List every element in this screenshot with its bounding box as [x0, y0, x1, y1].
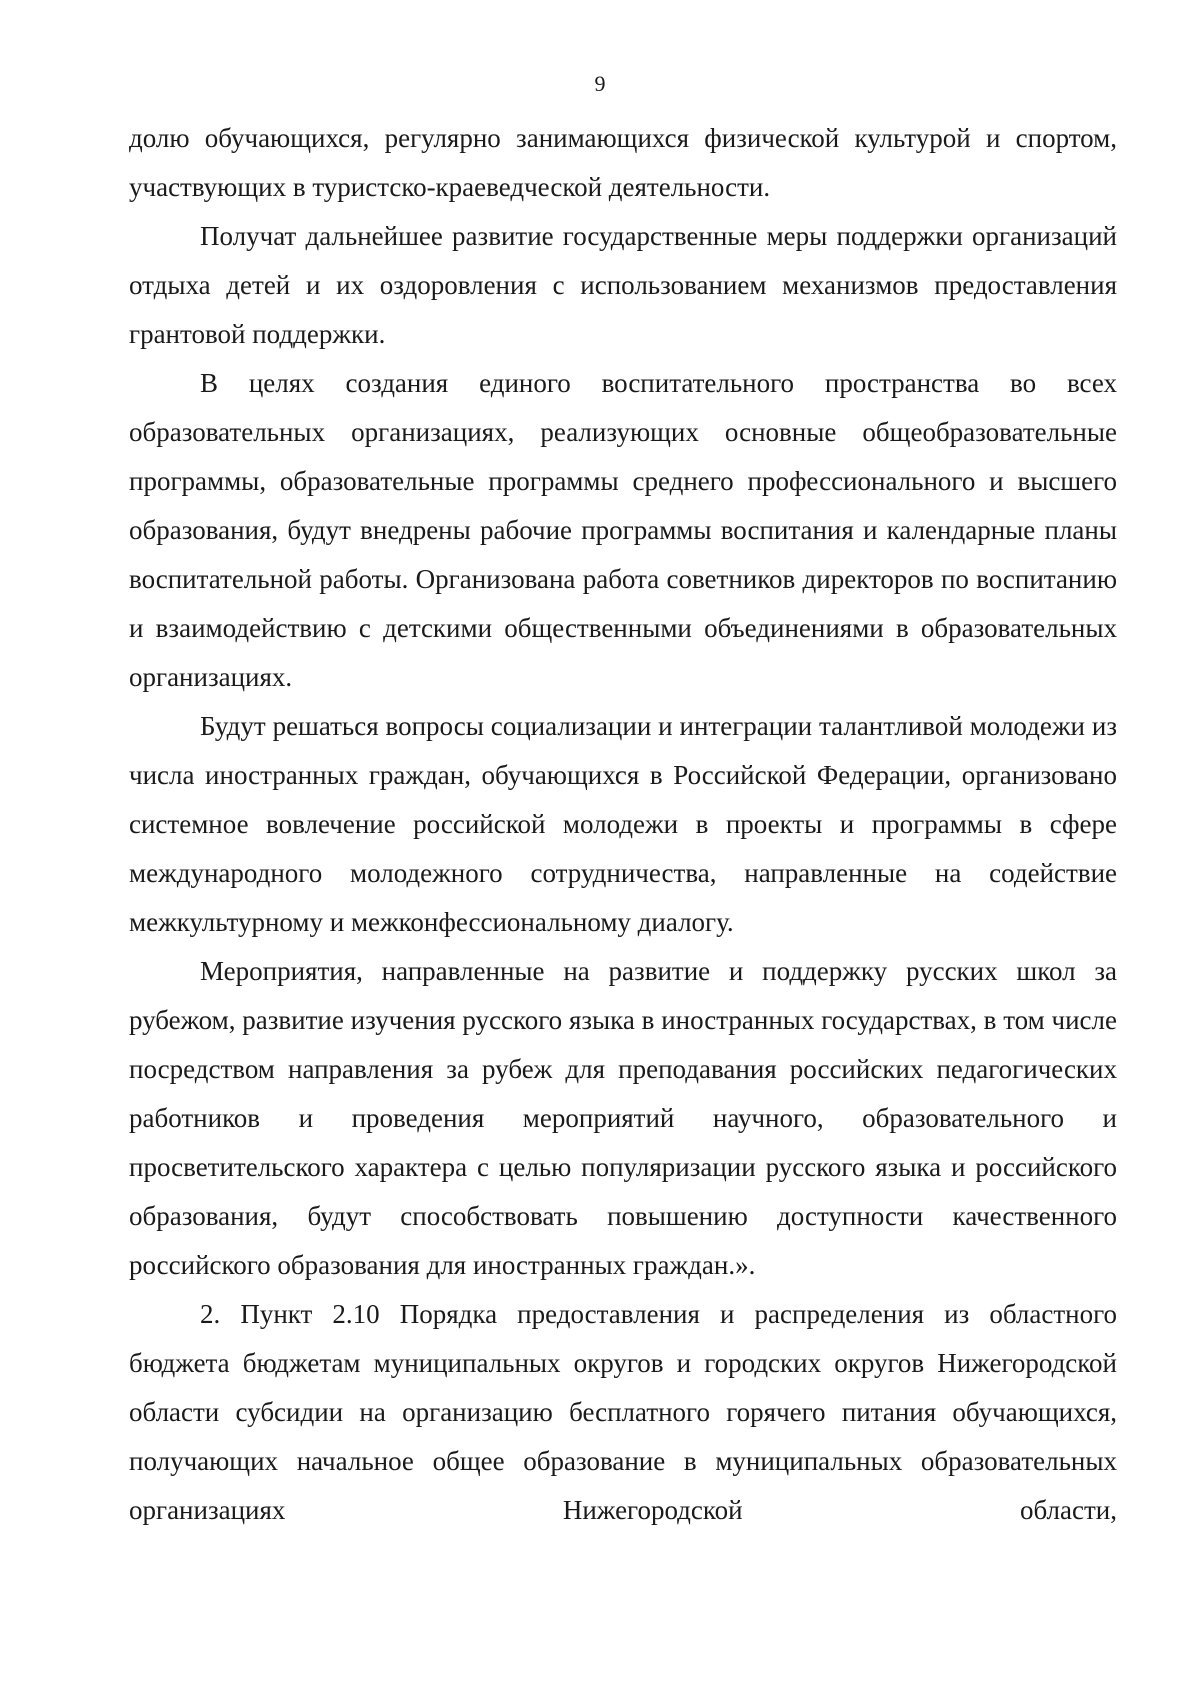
paragraph-clause-2-10: 2. Пункт 2.10 Порядка предоставления и распределения из областного бюджета бюджетам муниципальных округов и городских округов Нижегородской области субсидии на организацию бесплатного горячего питания обучающихся, получающих начальное общее образование в муниципальных образовательных организациях Нижегородской области, [129, 1299, 1117, 1525]
paragraph-sport-participation: долю обучающихся, регулярно занимающихся физической культурой и спортом, участвующих в туристско-краеведческой деятельности. [129, 123, 1117, 202]
paragraph-foreign-youth: Будут решаться вопросы социализации и интеграции талантливой молодежи из числа иностранных граждан, обучающихся в Российской Федерации, организовано системное вовлечение российской молодежи в проекты и программы в сфере международного молодежного сотрудничества, направленные на содействие межкультурному и межконфессиональному диалогу. [129, 711, 1117, 937]
page-number: 9 [594, 71, 606, 96]
paragraph-recreation-support: Получат дальнейшее развитие государственные меры поддержки организаций отдыха детей и их оздоровления с использованием механизмов предоставления грантовой поддержки. [129, 221, 1117, 349]
paragraph-russian-schools-abroad: Мероприятия, направленные на развитие и поддержку русских школ за рубежом, развитие изучения русского языка в иностранных государствах, в том числе посредством направления за рубеж для преподавания российских педагогических работников и проведения мероприятий научного, образовательного и просветительского характера с целью популяризации русского языка и российского образования, будут способствовать повышению доступности качественного российского образования для иностранных граждан.». [129, 956, 1117, 1280]
paragraph-upbringing-space: В целях создания единого воспитательного пространства во всех образовательных организациях, реализующих основные общеобразовательные программы, образовательные программы среднего профессионального и высшего образования, будут внедрены рабочие программы воспитания и календарные планы воспитательной работы. Организована работа советников директоров по воспитанию и взаимодействию с детскими общественными объединениями в образовательных организациях. [129, 368, 1117, 692]
document-body [129, 114, 1117, 1535]
